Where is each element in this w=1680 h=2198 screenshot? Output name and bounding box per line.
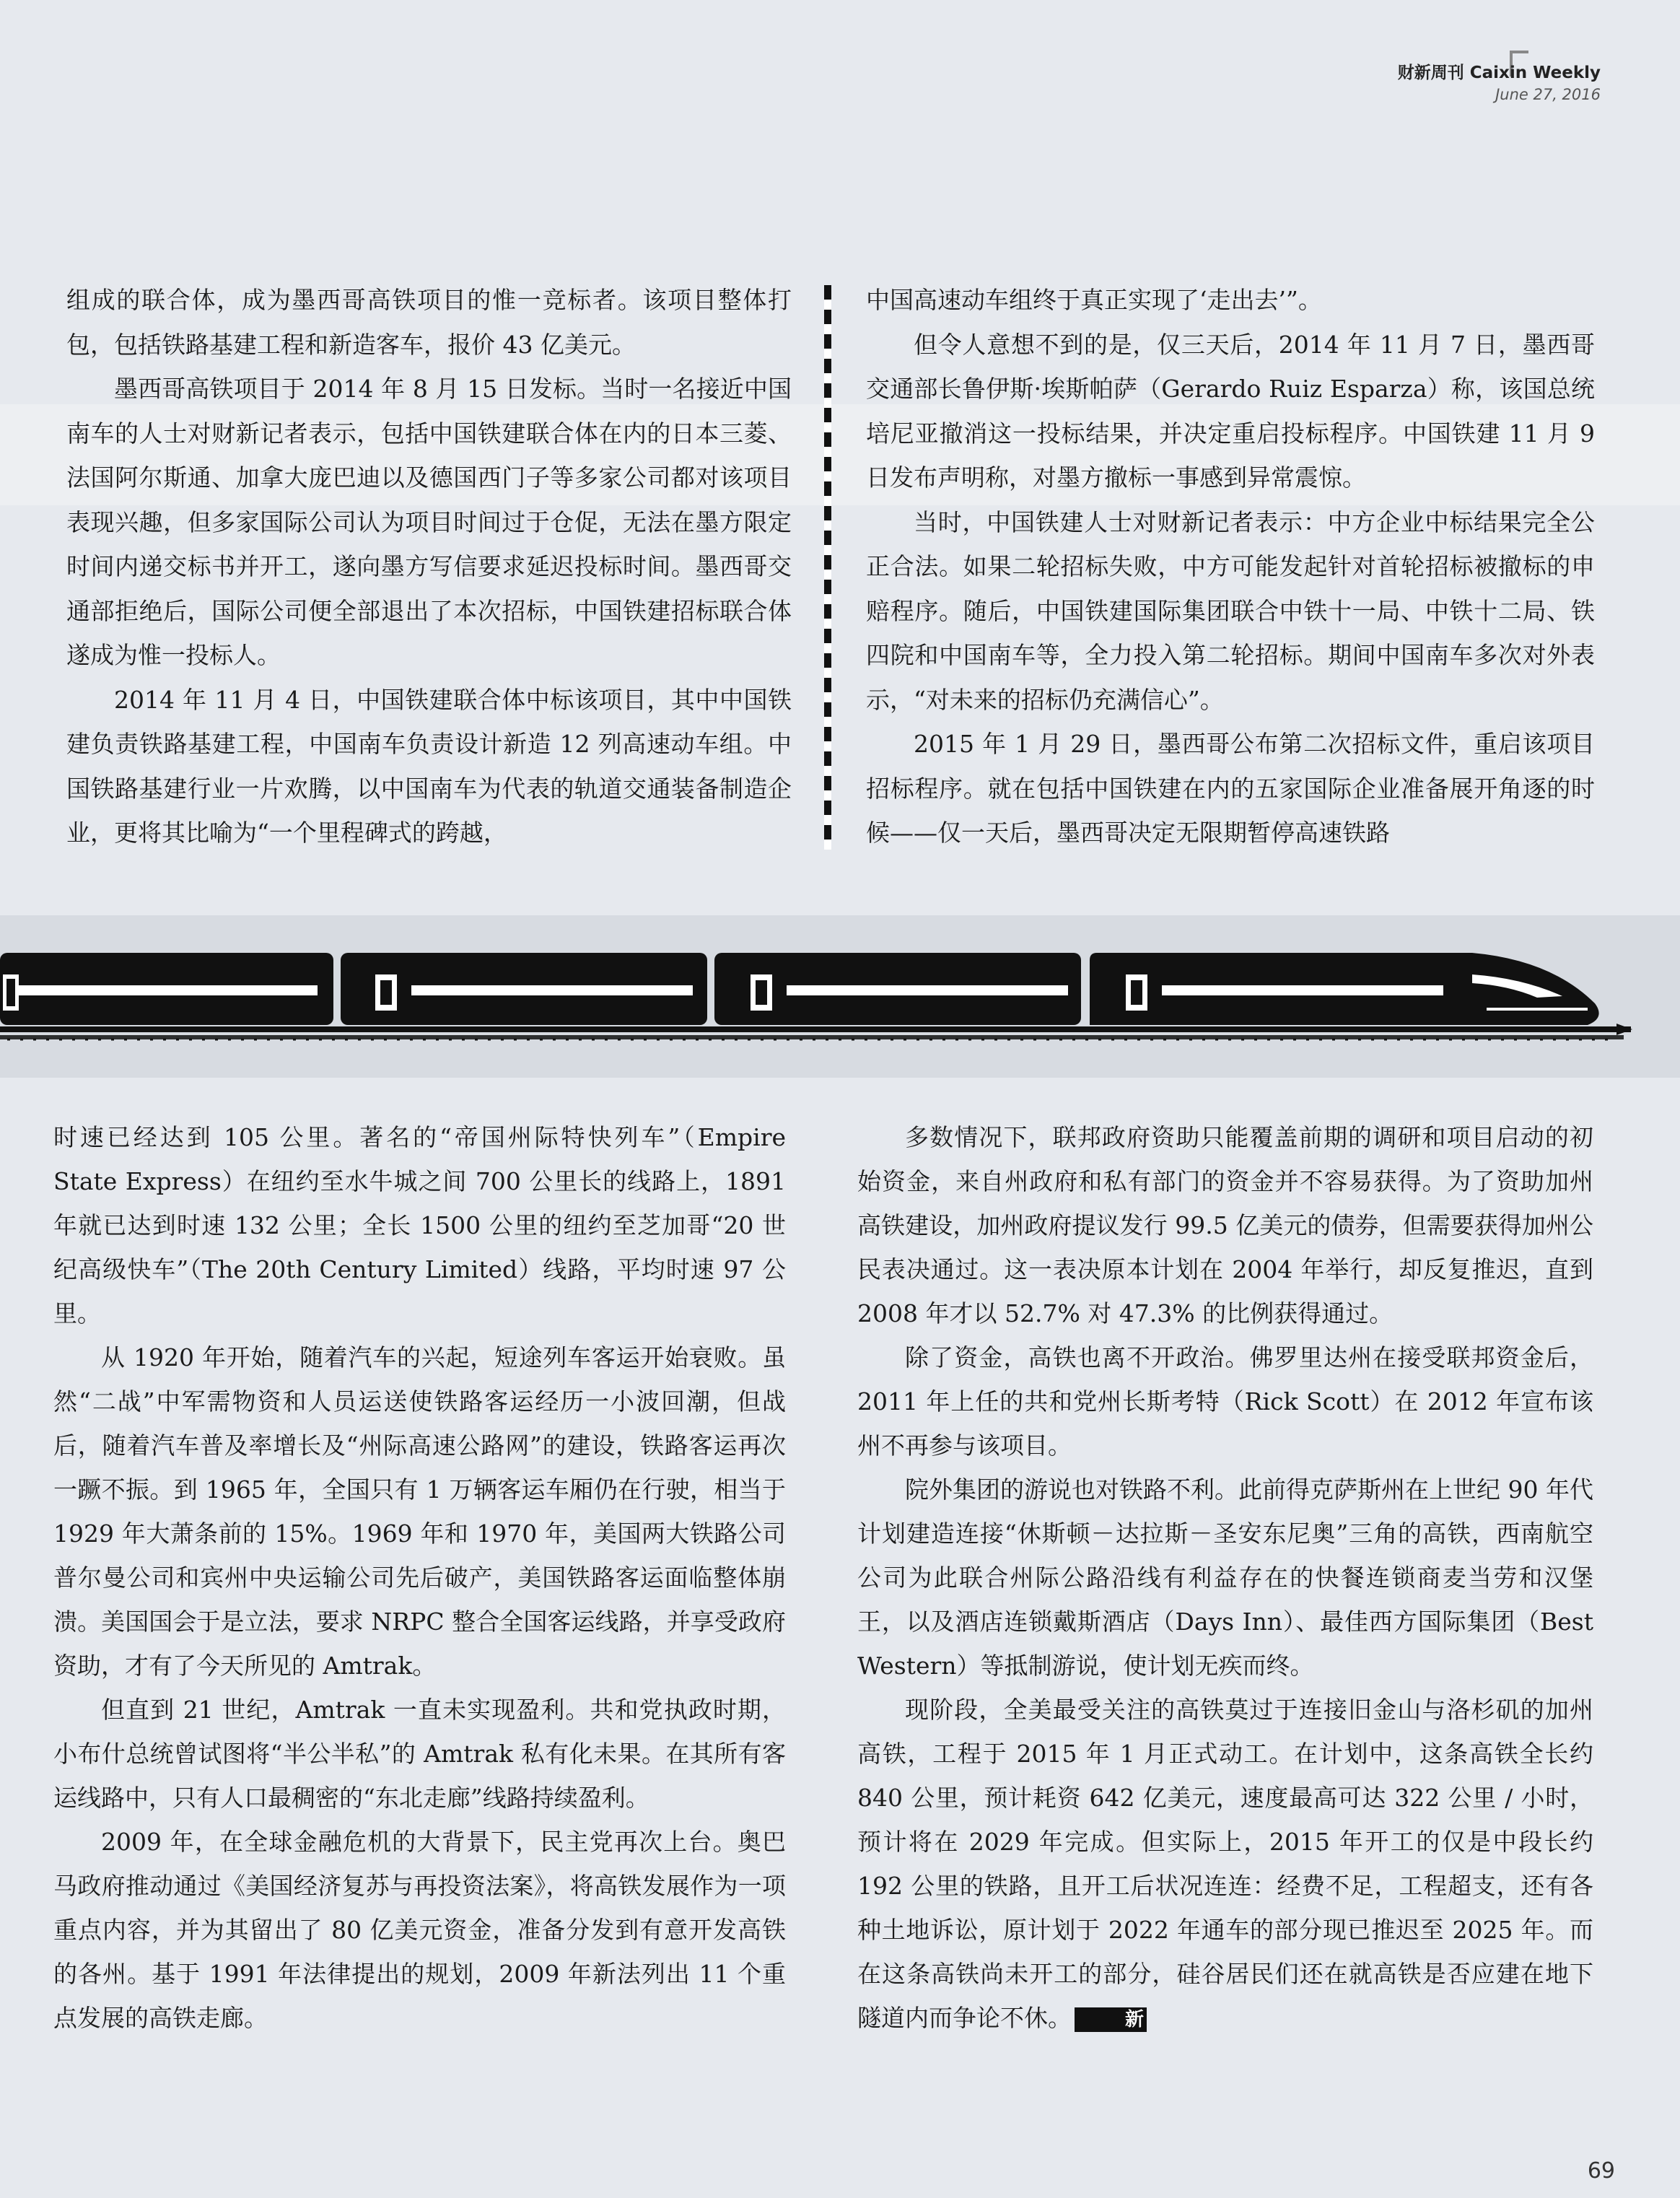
bottom-right-column (857, 1115, 1593, 2040)
end-mark-icon: 新 (1075, 2007, 1147, 2032)
paragraph: 但令人意想不到的是，仅三天后，2014 年 11 月 7 日，墨西哥交通部长鲁伊斯·埃斯帕萨（Gerardo Ruiz Esparza）称，该国总统培尼亚撤消这一投标结果，并决定重启投标程序。中国铁建 11 月 9 日发布声明称，对墨方撤标一事感到异常震惊。 (866, 330, 1595, 492)
paragraph: 院外集团的游说也对铁路不利。此前得克萨斯州在上世纪 90 年代计划建造连接“休斯顿－达拉斯－圣安东尼奥”三角的高铁，西南航空公司为此联合州际公路沿线有利益存在的快餐连锁商麦当劳和汉堡王，以及酒店连锁戴斯酒店（Days Inn）、最佳西方国际集团（Best Western）等抵制游说，使计划无疾而终。 (857, 1475, 1593, 1680)
paragraph: 2015 年 1 月 29 日，墨西哥公布第二次招标文件，重启该项目招标程序。就在包括中国铁建在内的五家国际企业准备展开角逐的时候——仅一天后，墨西哥决定无限期暂停高速铁路 (866, 730, 1595, 847)
paragraph: 中国高速动车组终于真正实现了‘走出去’”。 (866, 286, 1322, 314)
paragraph: 时速已经达到 105 公里。著名的“帝国州际特快列车”（Empire State Express）在纽约至水牛城之间 700 公里长的线路上，1891 年就已达到时速 132 公里；全长 1500 公里的纽约至芝加哥“20 世纪高级快车”（The 20th Century Limited）线路，平均时速 97 公里。 (53, 1123, 786, 1327)
paragraph: 除了资金，高铁也离不开政治。佛罗里达州在接受联邦资金后，2011 年上任的共和党州长斯考特（Rick Scott）在 2012 年宣布该州不再参与该项目。 (857, 1343, 1593, 1460)
paragraph: 当时，中国铁建人士对财新记者表示：中方企业中标结果完全公正合法。如果二轮招标失败，中方可能发起针对首轮招标被撤标的申赔程序。随后，中国铁建国际集团联合中铁十一局、中铁十二局、铁四院和中国南车等，全力投入第二轮招标。期间中国南车多次对外表示，“对未来的招标仍充满信心”。 (866, 507, 1595, 714)
train-icon (0, 946, 1680, 1068)
paragraph: 多数情况下，联邦政府资助只能覆盖前期的调研和项目启动的初始资金，来自州政府和私有部门的资金并不容易获得。为了资助加州高铁建设，加州政府提议发行 99.5 亿美元的债券，但需要获得加州公民表决通过。这一表决原本计划在 2004 年举行，却反复推迟，直到 2008 年才以 52.7% 对 47.3% 的比例获得通过。 (857, 1123, 1593, 1327)
paragraph: 从 1920 年开始，随着汽车的兴起，短途列车客运开始衰败。虽然“二战”中军需物资和人员运送使铁路客运经历一小波回潮，但战后，随着汽车普及率增长及“州际高速公路网”的建设，铁路客运再次一蹶不振。到 1965 年，全国只有 1 万辆客运车厢仍在行驶，相当于 1929 年大萧条前的 15%。1969 年和 1970 年，美国两大铁路公司普尔曼公司和宾州中央运输公司先后破产，美国铁路客运面临整体崩溃。美国国会于是立法，要求 NRPC 整合全国客运线路，并享受政府资助，才有了今天所见的 Amtrak。 (53, 1343, 786, 1680)
paragraph: 2009 年，在全球金融危机的大背景下，民主党再次上台。奥巴马政府推动通过《美国经济复苏与再投资法案》，将高铁发展作为一项重点内容，并为其留出了 80 亿美元资金，准备分发到有意开发高铁的各州。基于 1991 年法律提出的规划，2009 年新法列出 11 个重点发展的高铁走廊。 (53, 1828, 786, 2032)
bottom-left-column (53, 1115, 786, 2040)
top-right-column (866, 278, 1595, 855)
paragraph: 组成的联合体，成为墨西哥高铁项目的惟一竞标者。该项目整体打包，包括铁路基建工程和新造客车，报价 43 亿美元。 (66, 286, 792, 359)
top-left-column (66, 278, 792, 855)
masthead: 财新周刊 Caixin Weekly (1397, 64, 1601, 82)
paragraph: 但直到 21 世纪，Amtrak 一直未实现盈利。共和党执政时期，小布什总统曾试图将“半公半私”的 Amtrak 私有化未果。在其所有客运线路中，只有人口最稠密的“东北走廊”线路持续盈利。 (53, 1696, 786, 1812)
paragraph-text: 现阶段，全美最受关注的高铁莫过于连接旧金山与洛杉矶的加州高铁，工程于 2015 年 1 月正式动工。在计划中，这条高铁全长约 840 公里，预计耗资 642 亿美元，速度最高可达 322 公里 / 小时，预计将在 2029 年完成。但实际上，2015 年开工的仅是中段长约 192 公里的铁路，且开工后状况连连：经费不足，工程超支，还有各种土地诉讼，原计划于 2022 年通车的部分现已推迟至 2025 年。而在这条高铁尚未开工的部分，硅谷居民们还在就高铁是否应建在地下隧道内而争论不休。 (857, 1696, 1593, 2032)
paragraph (857, 1688, 1593, 2040)
paragraph: 2014 年 11 月 4 日，中国铁建联合体中标该项目，其中中国铁建负责铁路基建工程，中国南车负责设计新造 12 列高速动车组。中国铁路基建行业一片欢腾，以中国南车为代表的轨道交通装备制造企业，更将其比喻为“一个里程碑式的跨越， (66, 685, 792, 847)
column-divider (824, 285, 831, 850)
paragraph: 墨西哥高铁项目于 2014 年 8 月 15 日发标。当时一名接近中国南车的人士对财新记者表示，包括中国铁建联合体在内的日本三菱、法国阿尔斯通、加拿大庞巴迪以及德国西门子等多家公司都对该项目表现兴趣，但多家国际公司认为项目时间过于仓促，无法在墨方限定时间内递交标书并开工，遂向墨方写信要求延迟投标时间。墨西哥交通部拒绝后，国际公司便全部退出了本次招标，中国铁建招标联合体遂成为惟一投标人。 (66, 375, 792, 669)
page-header (1398, 59, 1601, 103)
issue-date: June 27, 2016 (1495, 86, 1601, 103)
page-number: 69 (1587, 2158, 1615, 2184)
